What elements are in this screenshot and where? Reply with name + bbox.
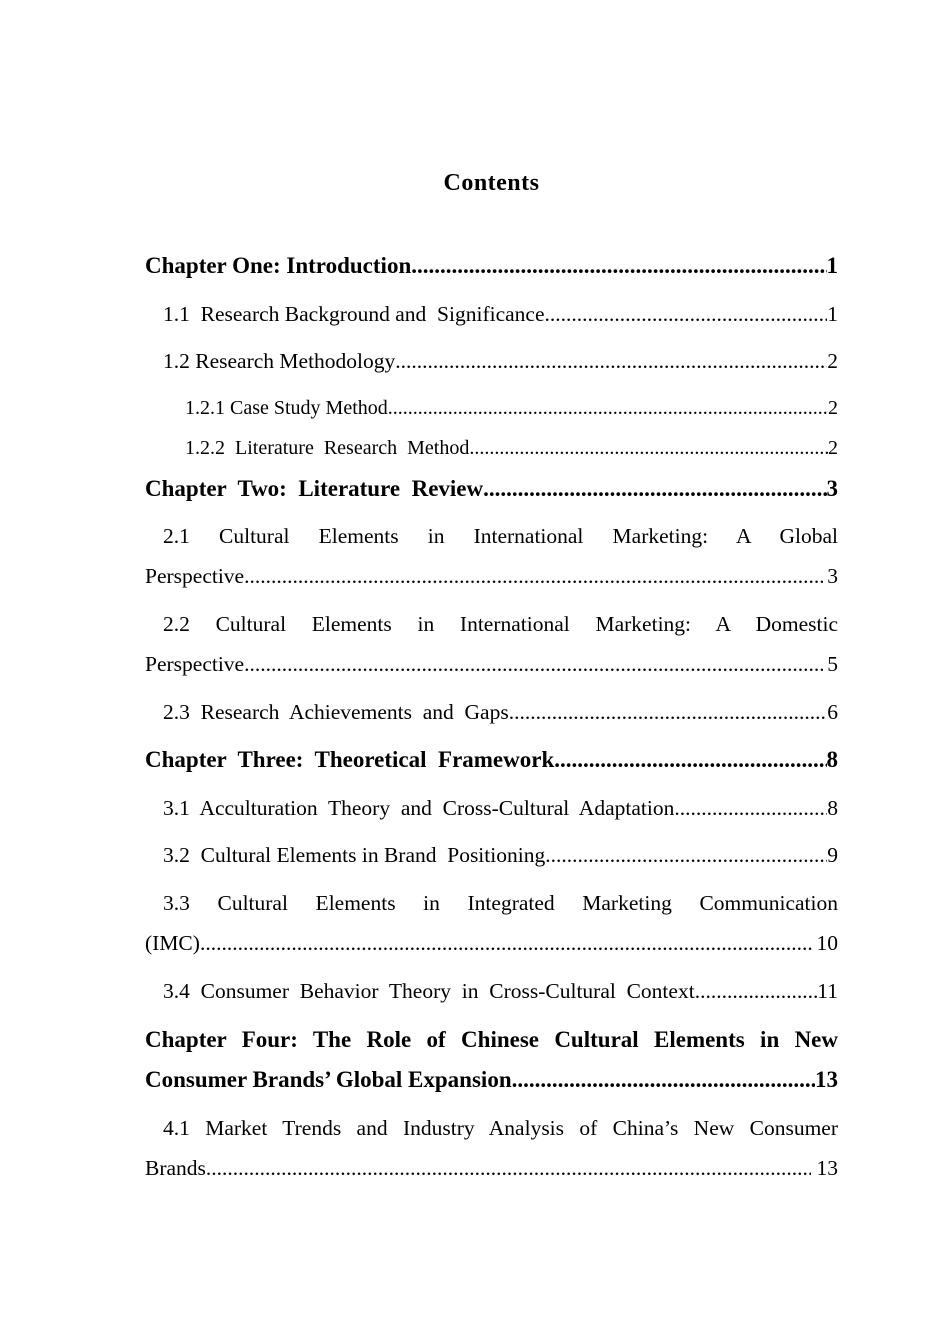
toc-entry-text: 1.2 Research Methodology: [163, 349, 396, 373]
toc-entry-chapter-three[interactable]: [145, 740, 838, 780]
toc-entry-2-3[interactable]: [145, 692, 838, 732]
toc-entry-1-2[interactable]: [145, 341, 838, 381]
toc-page-number: 2: [828, 437, 838, 459]
toc-page-number: 13: [815, 1067, 838, 1092]
toc-entry-3-2[interactable]: [145, 835, 838, 875]
toc-entry-4-1[interactable]: [145, 1108, 838, 1188]
toc-entry-text-line1: 4.1 Market Trends and Industry Analysis of China’s New Consumer: [163, 1116, 838, 1140]
toc-entry-text-line2: Consumer Brands’ Global Expansion: [145, 1067, 512, 1092]
toc-entry-text-line1: 2.2 Cultural Elements in International Marketing: A Domestic: [163, 612, 838, 636]
dot-leader: [411, 246, 826, 286]
toc-page-number: 8: [827, 796, 838, 820]
toc-page-number: 1: [826, 253, 838, 278]
toc-entry-text-line1: 3.3 Cultural Elements in Integrated Marketing Communication: [163, 891, 838, 915]
toc-page-number: 9: [827, 843, 838, 867]
toc-page-number: 2: [828, 397, 838, 419]
toc-page-number: 3: [827, 564, 838, 588]
contents-title: Contents: [443, 170, 540, 196]
toc-entry-3-1[interactable]: [145, 788, 838, 828]
toc-entry-3-3[interactable]: [145, 883, 838, 963]
dot-leader: [244, 556, 823, 596]
toc-entry-text: 3.2 Cultural Elements in Brand Positioning: [163, 843, 546, 867]
toc-page-number: 13: [816, 1156, 838, 1180]
toc-entry-3-4[interactable]: [145, 971, 838, 1011]
dot-leader: [206, 1148, 811, 1188]
toc-page-number: 1: [827, 302, 838, 326]
dot-leader: [388, 388, 828, 428]
toc-entry-text-line1: Chapter Four: The Role of Chinese Cultural Elements in New: [145, 1027, 838, 1052]
toc-page-number: 5: [827, 652, 838, 676]
toc-entry-text: Chapter Two: Literature Review: [145, 476, 484, 501]
toc-entry-2-2[interactable]: [145, 604, 838, 684]
toc-entry-text: 3.4 Consumer Behavior Theory in Cross-Cultural Context: [163, 979, 695, 1003]
toc-entry-text: 1.1 Research Background and Significance: [163, 302, 545, 326]
toc-page-number: 8: [826, 747, 838, 772]
toc-entry-text: Chapter Three: Theoretical Framework: [145, 747, 555, 772]
toc-entry-text-line2: (IMC): [145, 931, 200, 955]
toc-page-number: 10: [816, 931, 838, 955]
dot-leader: [674, 788, 827, 828]
toc-entry-text-line2: Brands: [145, 1156, 206, 1180]
toc-entry-text-line2: Perspective: [145, 652, 245, 676]
toc-entry-text: Chapter One: Introduction: [145, 253, 412, 278]
dot-leader: [200, 923, 813, 963]
toc-entry-text: 2.3 Research Achievements and Gaps: [163, 700, 509, 724]
toc-entry-1-2-2[interactable]: [145, 428, 838, 468]
toc-entry-1-1[interactable]: [145, 294, 838, 334]
toc-entry-text-line2: Perspective: [145, 564, 245, 588]
dot-leader: [483, 469, 826, 509]
toc-entry-text: 1.2.1 Case Study Method: [185, 397, 388, 419]
dot-leader: [395, 341, 827, 381]
dot-leader: [545, 294, 828, 334]
toc-page-number: 2: [827, 349, 838, 373]
dot-leader: [244, 644, 823, 684]
dot-leader: [554, 740, 826, 780]
toc-entry-chapter-two[interactable]: [145, 469, 838, 509]
toc-page-number: 11: [817, 979, 838, 1003]
toc-entry-text: 1.2.2 Literature Research Method: [185, 437, 470, 459]
toc-page-number: 3: [826, 476, 838, 501]
toc-entry-chapter-one[interactable]: [145, 246, 838, 286]
document-page: [145, 0, 838, 1188]
toc-entry-chapter-four[interactable]: [145, 1020, 838, 1100]
dot-leader: [512, 1060, 815, 1100]
toc-entry-1-2-1[interactable]: [145, 388, 838, 428]
toc-entry-2-1[interactable]: [145, 516, 838, 596]
dot-leader: [469, 428, 828, 468]
toc-page-number: 6: [827, 700, 838, 724]
toc-entry-text-line1: 2.1 Cultural Elements in International Marketing: A Global: [163, 524, 838, 548]
dot-leader: [509, 692, 828, 732]
dot-leader: [695, 971, 818, 1011]
dot-leader: [545, 835, 827, 875]
toc-entry-text: 3.1 Acculturation Theory and Cross-Cultural Adaptation: [163, 796, 675, 820]
